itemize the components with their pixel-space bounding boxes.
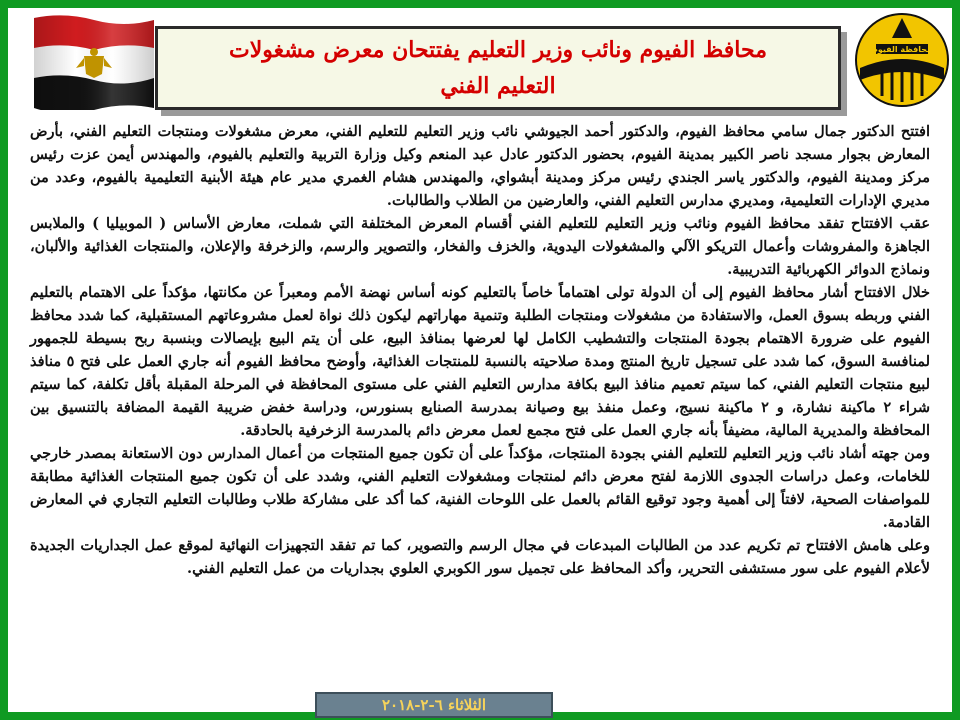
fayoum-governorate-emblem-icon <box>852 10 952 110</box>
article-paragraph-1: افتتح الدكتور جمال سامي محافظ الفيوم، والدكتور أحمد الجيوشي نائب وزير التعليم للتعليم الفني، معرض مشغولات ومنتجات التعليم الفني، بأرض المعارض بجوار مسجد ناصر الكبير بمدينة الفيوم، بحضور الدكتور عادل عبد المنعم وكيل وزارة التربية والتعليم بالفيوم، والمهندس أيمن عزت رئيس مركز ومدينة الفيوم، والدكتور ياسر الجندي رئيس مركز ومدينة أبشواي، والمهندس هشام الغمري مدير عام هيئة الأبنية التعليمية بالفيوم، وعدد من مديري الإدارات التعليمية، ومديري مدارس التعليم الفني، والعارضين من الطلاب والطالبات. <box>30 123 930 209</box>
egypt-flag-icon <box>30 12 154 110</box>
headline-line-2: التعليم الفني <box>440 73 556 99</box>
article-paragraph-4: ومن جهته أشاد نائب وزير التعليم للتعليم الفني بجودة المنتجات، مؤكداً على أن تكون جميع المنتجات من أعمال المدارس دون الاستعانة بمصدر خارجي للخامات، وعمل دراسات الجدوى اللازمة لفتح معرض دائم لمنتجات ومشغولات التعليم الفني، وشدد على أن تكون جميع المنتجات الغذائية مطابقة للمواصفات الصحية، لافتاً إلى أهمية وجود توقيع القائم بالعمل على اللوحات الفنية، كما أكد على مشاركة طلاب وطالبات التعليم التجاري في المعارض القادمة. <box>30 445 930 531</box>
article-body <box>30 120 930 580</box>
date-label: الثلاثاء ٦-٢-٢٠١٨ <box>315 692 553 718</box>
page <box>8 8 952 712</box>
headline-box <box>155 26 841 110</box>
article-paragraph-3: خلال الافتتاح أشار محافظ الفيوم إلى أن الدولة تولى اهتماماً خاصاً بالتعليم كونه أساس نهضة الأمم ومعبراً عن مكانتها، مؤكداً على الاهتمام بالتعليم الفني وربطه بسوق العمل، والاستفادة من مشغولات ومنتجات الطلبة وتنمية مهاراتهم ليكون ذلك نواة لعمل مشروعاتهم المستقبلية، كما شدد محافظ الفيوم على ضرورة الاهتمام بجودة المنتجات والتشطيب الكامل لها لعرضها بمنافذ البيع، على أن يتم البيع بإيصالات وبنسبة ربح بسيطة للجمهور لمنافسة السوق، كما شدد على تسجيل تاريخ المنتج ومدة صلاحيته بالنسبة للمنتجات الغذائية، وأوضح محافظ الفيوم أنه جاري العمل على فتح ٥ منافذ لبيع منتجات التعليم الفني، كما سيتم تعميم منافذ البيع بكافة مدارس التعليم الفني على مستوى المحافظة في المرحلة المقبلة بأقل تكلفة، كما سيتم شراء ٢ ماكينة نشارة، و ٢ ماكينة نسيج، وعمل منفذ بيع وصيانة بمدرسة الصنايع بسنورس، ودراسة خفض ضريبة القيمة المضافة بالتنسيق بين المحافظة والمديرية المالية، مضيفاً بأنه جاري العمل على فتح مجمع لعمل معرض دائم بالمدرسة الزخرفية بالحادقة. <box>30 284 931 439</box>
emblem-label: محافظة الفيوم <box>871 45 933 54</box>
article-paragraph-5: وعلى هامش الافتتاح تم تكريم عدد من الطالبات المبدعات في مجال الرسم والتصوير، كما تم تفقد التجهيزات النهائية لموقع عمل الجداريات الجديدة لأعلام الفيوم على سور مستشفى التحرير، وأكد المحافظ على تجميل سور الكوبري العلوي بجداريات من عمل التعليم الفني. <box>30 537 930 577</box>
headline-line-1: محافظ الفيوم ونائب وزير التعليم يفتتحان معرض مشغولات <box>229 37 767 63</box>
article-paragraph-2: عقب الافتتاح تفقد محافظ الفيوم ونائب وزير التعليم للتعليم الفني أقسام المعرض المختلفة التي شملت، معارض الأساس ( الموبيليا ) والملابس الجاهزة والمفروشات وأعمال التريكو الآلي والمشغولات اليدوية، والخزف والفخار، والتصوير والرسم، والزخرفة والإعلان، والمنتجات الغذائية والألبان، ونماذج الدوائر الكهربائية التدريبية. <box>30 215 930 278</box>
